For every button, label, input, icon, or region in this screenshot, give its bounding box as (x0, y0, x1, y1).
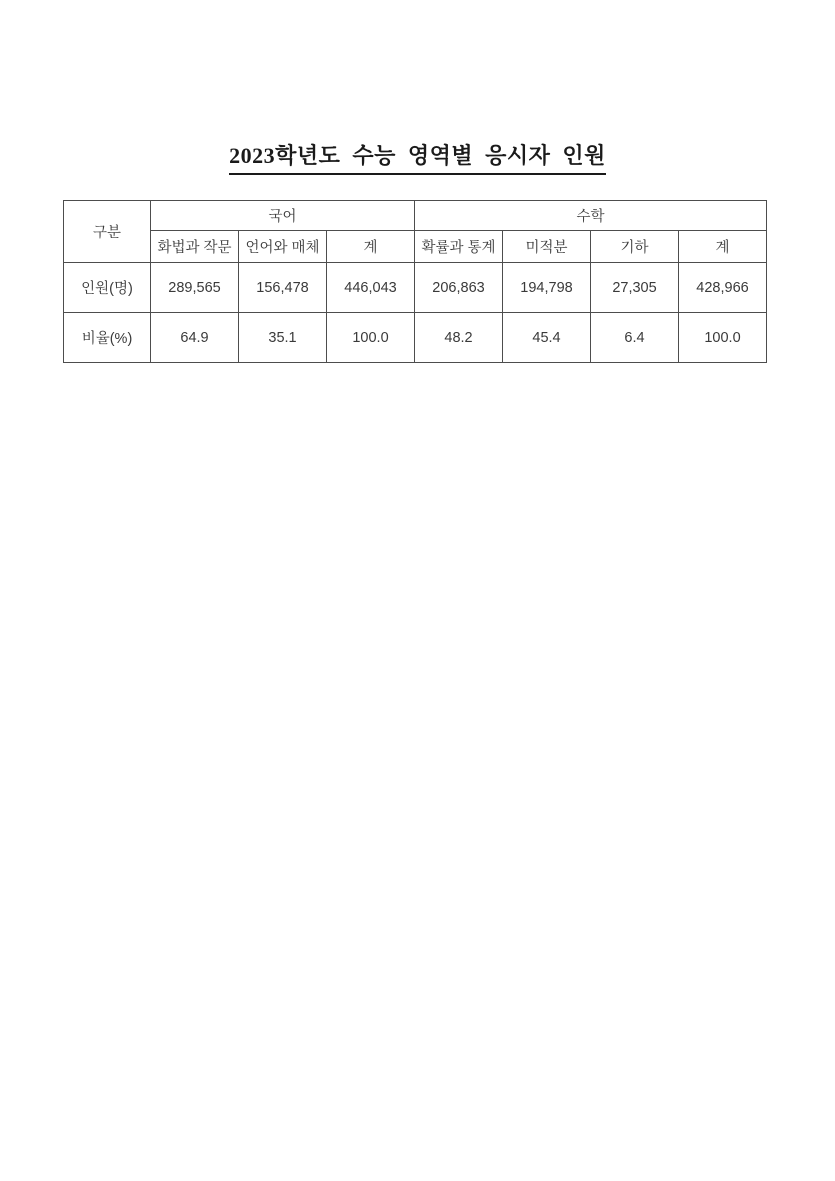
subheader-math-total: 계 (679, 231, 767, 263)
data-cell: 100.0 (327, 313, 415, 363)
subheader-geometry: 기하 (591, 231, 679, 263)
group-header-korean: 국어 (151, 201, 415, 231)
data-cell: 100.0 (679, 313, 767, 363)
data-cell: 64.9 (151, 313, 239, 363)
subheader-korean-total: 계 (327, 231, 415, 263)
table-group-header-row (64, 201, 767, 231)
data-cell: 45.4 (503, 313, 591, 363)
table-row-count (64, 263, 767, 313)
data-cell: 48.2 (415, 313, 503, 363)
data-cell: 446,043 (327, 263, 415, 313)
subheader-language-media: 언어와 매체 (239, 231, 327, 263)
data-cell: 428,966 (679, 263, 767, 313)
subheader-calculus: 미적분 (503, 231, 591, 263)
exam-takers-table (63, 200, 767, 363)
row-label-ratio: 비율(%) (64, 313, 151, 363)
page-title-wrap (0, 134, 835, 175)
table-row-ratio (64, 313, 767, 363)
table-subheader-row (64, 231, 767, 263)
page-title: 2023학년도 수능 영역별 응시자 인원 (229, 139, 606, 175)
group-header-math: 수학 (415, 201, 767, 231)
data-cell: 289,565 (151, 263, 239, 313)
data-cell: 156,478 (239, 263, 327, 313)
subheader-speech-writing: 화법과 작문 (151, 231, 239, 263)
subheader-prob-stats: 확률과 통계 (415, 231, 503, 263)
data-cell: 27,305 (591, 263, 679, 313)
data-cell: 35.1 (239, 313, 327, 363)
table-corner-header: 구분 (64, 201, 151, 263)
row-label-count: 인원(명) (64, 263, 151, 313)
data-cell: 206,863 (415, 263, 503, 313)
data-cell: 194,798 (503, 263, 591, 313)
data-cell: 6.4 (591, 313, 679, 363)
